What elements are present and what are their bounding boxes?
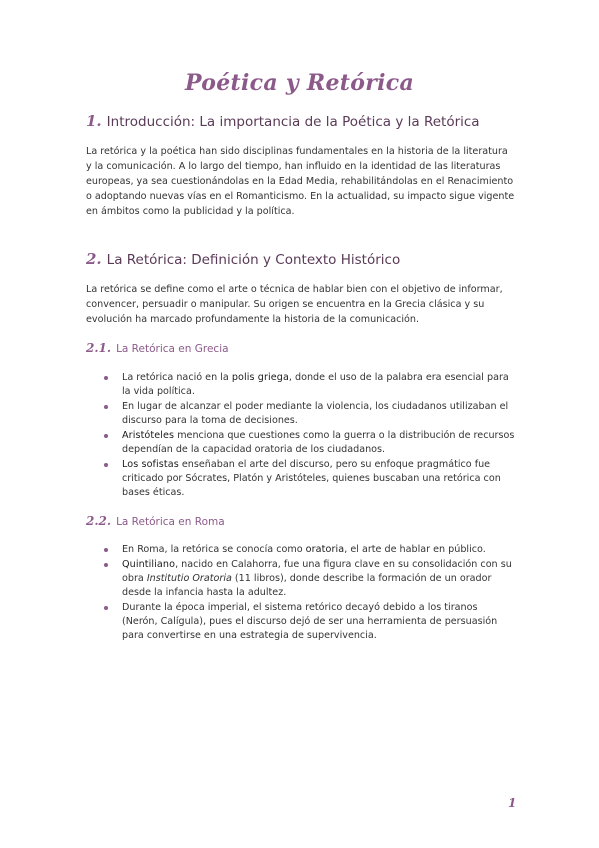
section-2-title: La Retórica: Definición y Contexto Histórico [106,252,401,268]
section-1-heading [86,112,480,130]
keyword: polis griega [231,372,289,383]
bullet-icon [104,463,108,467]
subsection-2-1-number: 2.1. [86,341,112,355]
page-number: 1 [508,796,517,810]
keyword: Los sofistas [122,459,179,470]
subsection-2-1-heading [86,341,229,355]
subsection-2-2-number: 2.2. [86,514,112,528]
section-2-number: 2. [86,250,102,268]
grecia-bullet-list [86,371,516,501]
bullet-icon [104,563,108,567]
bullet-icon [104,606,108,610]
book-title: Institutio Oratoria [146,573,232,584]
bullet-icon [104,434,108,438]
section-2-heading [86,250,400,268]
section-1-number: 1. [86,112,102,130]
list-item: Los sofistas enseñaban el arte del discurso, pero su enfoque pragmático fue criticado por Sócrates, Platón y Aristóteles, quienes buscaban una retórica con bases éticas. [86,458,516,500]
document-title: Poética y Retórica [184,70,414,96]
list-item: Quintiliano, nacido en Calahorra, fue una figura clave en su consolidación con su obra Institutio Oratoria (11 libros), donde describe la formación de un orador desde la infancia hasta la adultez. [86,558,516,600]
list-item: La retórica nació en la polis griega, donde el uso de la palabra era esencial para la vida política. [86,371,516,399]
list-item: Aristóteles menciona que cuestiones como la guerra o la distribución de recursos dependían de la capacidad oratoria de los ciudadanos. [86,429,516,457]
keyword: Aristóteles [122,430,175,441]
subsection-2-2-title: La Retórica en Roma [116,516,225,528]
list-item: Durante la época imperial, el sistema retórico decayó debido a los tiranos (Nerón, Calígula), pues el discurso dejó de ser una herramienta de persuasión para convertirse en una estrategia de supervivencia. [86,601,516,643]
subsection-2-1-title: La Retórica en Grecia [116,343,229,355]
list-item: En lugar de alcanzar el poder mediante la violencia, los ciudadanos utilizaban el discurso para la toma de decisiones. [86,400,516,428]
section-2-paragraph: La retórica se define como el arte o técnica de hablar bien con el objetivo de informar, convencer, persuadir o manipular. Su origen se encuentra en la Grecia clásica y su evolución ha marcado profundamente la historia de la comunicación. [86,284,503,325]
section-1-paragraph: La retórica y la poética han sido disciplinas fundamentales en la historia de la literatura y la comunicación. A lo largo del tiempo, han influido en la identidad de las literaturas europeas, ya sea cuestionándolas en la Edad Media, rehabilitándolas en el Renacimiento o adoptando nuevas vías en el Romanticismo. En la actualidad, su impacto sigue vigente en ámbitos como la publicidad y la política. [86,146,515,217]
subsection-2-2-heading [86,514,225,528]
section-1-title: Introducción: La importancia de la Poética y la Retórica [106,114,480,130]
keyword: Quintiliano [122,559,176,570]
bullet-icon [104,405,108,409]
bullet-icon [104,376,108,380]
list-item: En Roma, la retórica se conocía como oratoria, el arte de hablar en público. [86,543,516,557]
keyword: oratoria [305,544,345,555]
bullet-icon [104,548,108,552]
roma-bullet-list [86,543,516,644]
